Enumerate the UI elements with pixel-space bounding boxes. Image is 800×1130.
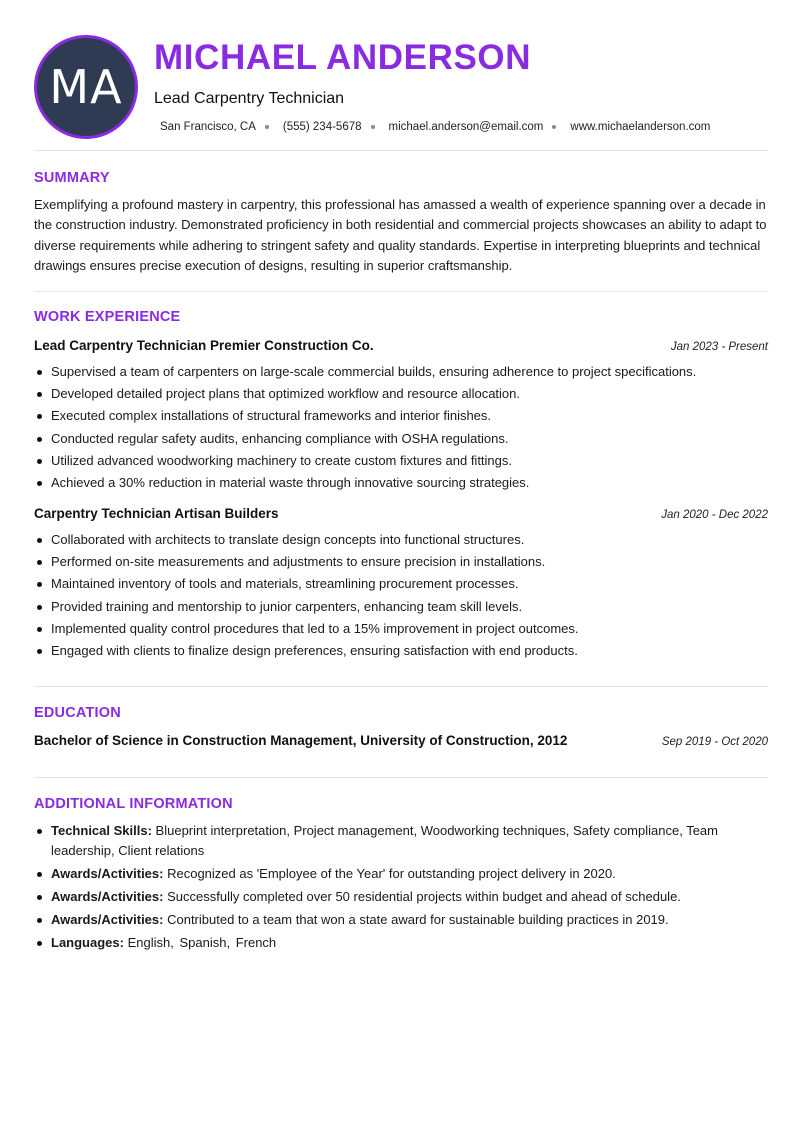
info-text: Contributed to a team that won a state award for sustainable building practices in 2019. bbox=[167, 911, 669, 927]
info-label: Awards/Activities: bbox=[51, 911, 164, 927]
info-label: Awards/Activities: bbox=[51, 888, 164, 904]
info-text: Recognized as 'Employee of the Year' for outstanding project delivery in 2020. bbox=[167, 865, 616, 881]
job-bullets bbox=[34, 529, 770, 662]
language: English, bbox=[127, 935, 174, 950]
divider bbox=[34, 777, 768, 778]
divider bbox=[34, 291, 768, 292]
candidate-role: Lead Carpentry Technician bbox=[154, 90, 345, 107]
separator-dot bbox=[265, 125, 269, 129]
contact-line bbox=[160, 121, 710, 133]
candidate-name: MICHAEL ANDERSON bbox=[154, 38, 532, 77]
avatar-initials: MA bbox=[49, 60, 123, 114]
job-bullet: Implemented quality control procedures that led to a 15% improvement in project outcomes. bbox=[34, 618, 770, 640]
resume-header bbox=[34, 35, 768, 140]
job-bullet: Engaged with clients to finalize design preferences, ensuring satisfaction with end products. bbox=[34, 640, 770, 662]
job-title: Carpentry Technician Artisan Builders bbox=[34, 506, 279, 521]
contact-location: San Francisco, CA bbox=[160, 121, 256, 133]
language: Spanish, bbox=[179, 935, 231, 950]
job-title: Lead Carpentry Technician Premier Construction Co. bbox=[34, 338, 374, 353]
summary-heading: SUMMARY bbox=[34, 170, 110, 186]
language: French bbox=[235, 935, 277, 950]
job-bullet: Provided training and mentorship to junior carpenters, enhancing team skill levels. bbox=[34, 596, 770, 618]
info-item bbox=[34, 821, 770, 860]
info-text: Blueprint interpretation, Project management, Woodworking techniques, Safety compliance, Team leadership, Client relations bbox=[51, 823, 718, 858]
info-item bbox=[34, 910, 770, 930]
divider bbox=[34, 686, 768, 687]
info-item-languages bbox=[34, 933, 770, 953]
contact-phone: (555) 234-5678 bbox=[282, 121, 362, 133]
education-degree: Bachelor of Science in Construction Management, University of Construction, 2012 bbox=[34, 733, 568, 748]
summary-text: Exemplifying a profound mastery in carpentry, this professional has amassed a wealth of experience spanning over a decade in the construction industry. Demonstrated proficiency in both residential and commercial projects showcases an ability to adapt to diverse requirements while adhering to stringent safety and quality standards. Expertise in interpreting blueprints and technical drawings ensures precise execution of designs, resulting in superior craftsmanship. bbox=[34, 197, 767, 274]
job-bullet: Utilized advanced woodworking machinery to create custom fixtures and fittings. bbox=[34, 450, 770, 472]
avatar bbox=[34, 35, 138, 139]
job-dates: Jan 2023 - Present bbox=[670, 341, 768, 353]
contact-email[interactable]: michael.anderson@email.com bbox=[388, 121, 544, 133]
education-dates: Sep 2019 - Oct 2020 bbox=[661, 736, 768, 748]
job-bullet: Performed on-site measurements and adjustments to ensure precision in installations. bbox=[34, 551, 770, 573]
languages-label: Languages: bbox=[51, 935, 124, 950]
work-experience-heading: WORK EXPERIENCE bbox=[34, 309, 181, 325]
info-item bbox=[34, 864, 770, 884]
job-dates: Jan 2020 - Dec 2022 bbox=[661, 509, 768, 521]
additional-info-list bbox=[34, 821, 770, 956]
job-bullet: Developed detailed project plans that optimized workflow and resource allocation. bbox=[34, 383, 770, 405]
divider bbox=[34, 150, 768, 151]
separator-dot bbox=[371, 125, 375, 129]
separator-dot bbox=[552, 125, 556, 129]
info-item bbox=[34, 887, 770, 907]
job-bullet: Executed complex installations of structural frameworks and interior finishes. bbox=[34, 405, 770, 427]
job-bullet: Supervised a team of carpenters on large-scale commercial builds, ensuring adherence to project specifications. bbox=[34, 361, 770, 383]
job-bullet: Collaborated with architects to translate design concepts into functional structures. bbox=[34, 529, 770, 551]
contact-website[interactable]: www.michaelanderson.com bbox=[570, 121, 711, 133]
education-heading: EDUCATION bbox=[34, 705, 121, 721]
info-label: Awards/Activities: bbox=[51, 865, 164, 881]
additional-info-heading: ADDITIONAL INFORMATION bbox=[34, 796, 233, 812]
info-text: Successfully completed over 50 residential projects within budget and ahead of schedule. bbox=[167, 888, 681, 904]
job-bullets bbox=[34, 361, 770, 494]
job-bullet: Conducted regular safety audits, enhancing compliance with OSHA regulations. bbox=[34, 428, 770, 450]
job-bullet: Maintained inventory of tools and materials, streamlining procurement processes. bbox=[34, 573, 770, 595]
info-label: Technical Skills: bbox=[51, 823, 152, 838]
job-bullet: Achieved a 30% reduction in material waste through innovative sourcing strategies. bbox=[34, 472, 770, 494]
